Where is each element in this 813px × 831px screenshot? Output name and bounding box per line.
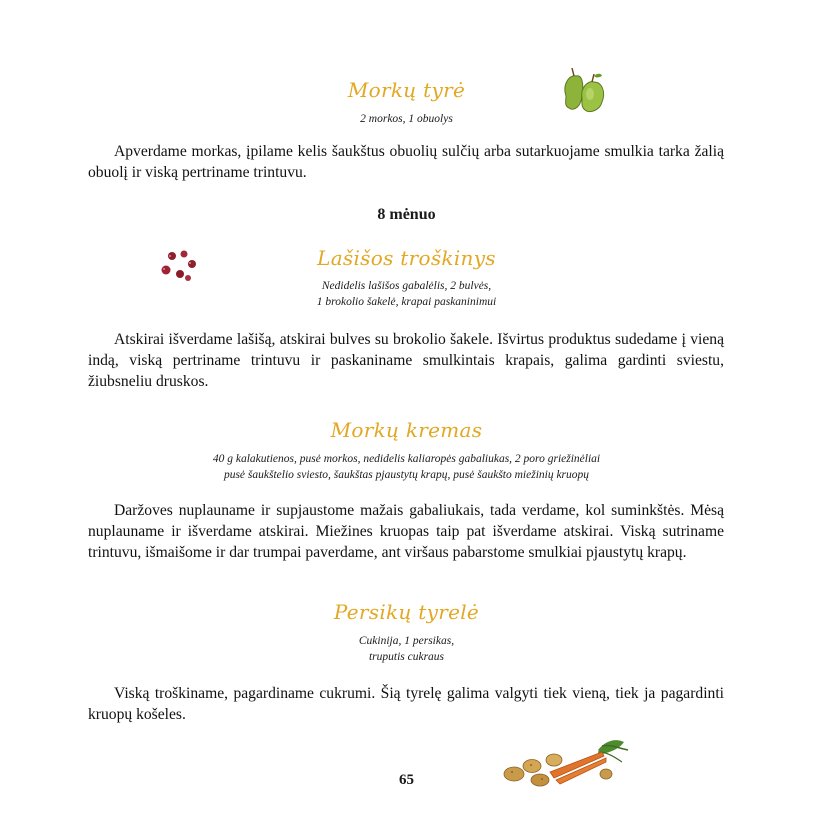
ingredient-line: 1 brokolio šakelė, krapai paskaninimui bbox=[316, 296, 497, 308]
vegetables-illustration bbox=[498, 736, 634, 794]
ingredient-line: truputis cukraus bbox=[368, 651, 445, 663]
recipe-ingredients-morku-kremas bbox=[0, 451, 813, 483]
ingredient-line: Cukinija, 1 persikas, bbox=[358, 635, 455, 647]
berries-illustration bbox=[158, 248, 202, 284]
ingredient-line: Nedidelis lašišos gabalėlis, 2 bulvės, bbox=[321, 280, 492, 292]
instruction-paragraph: Apverdame morkas, įpilame kelis šaukštus obuolių sulčių arba sutarkuojame smulkia tarka žalią obuolį ir viską pertriname trintuvu. bbox=[88, 143, 724, 181]
recipe-instructions-lasisos-troskinys bbox=[88, 329, 724, 392]
instruction-paragraph: Daržoves nuplauname ir supjaustome mažais gabaliukais, tada verdame, kol suminkštės. Mėsą nuplauname ir išverdame atskirai. Miežines kruopas taip pat išverdame atskirai. Viską sutriname trintuvu, išmaišome ir dar trumpai paverdame, ant viršaus pabarstome smulkiai pjaustytų krapų. bbox=[88, 502, 724, 561]
recipe-instructions-morku-kremas bbox=[88, 500, 724, 563]
recipe-instructions-morku-tyre bbox=[88, 141, 724, 183]
recipe-ingredients-morku-tyre bbox=[0, 111, 813, 127]
recipe-ingredients-persiku-tyrele bbox=[0, 633, 813, 665]
page-number: 65 bbox=[399, 772, 414, 788]
instruction-paragraph: Viską troškiname, pagardiname cukrumi. Šią tyrelę galima valgyti tiek vieną, tiek ja pagardinti kruopų košeles. bbox=[88, 685, 724, 723]
ingredient-line: pusė šaukštelio sviesto, šaukštas pjaustytų krapų, pusė šaukšto miežinių kruopų bbox=[223, 469, 590, 481]
recipe-instructions-persiku-tyrele bbox=[88, 683, 724, 725]
recipe-title-morku-kremas: Morkų kremas bbox=[330, 418, 483, 442]
pear-illustration bbox=[560, 66, 612, 116]
recipe-title-morku-tyre: Morkų tyrė bbox=[347, 78, 466, 102]
recipe-title-lasisos-troskinys: Lašišos troškinys bbox=[317, 246, 496, 270]
recipe-title-persiku-tyrele: Persikų tyrelė bbox=[333, 600, 480, 624]
month-heading: 8 mėnuo bbox=[377, 206, 436, 223]
ingredient-line: 40 g kalakutienos, pusė morkos, nedidelis kaliaropės gabaliukas, 2 poro griežinėliai bbox=[212, 453, 601, 465]
ingredient-line: 2 morkos, 1 obuolys bbox=[360, 113, 453, 125]
instruction-paragraph: Atskirai išverdame lašišą, atskirai bulves su brokolio šakele. Išvirtus produktus sudedame į vieną indą, viską pertriname trintuvu ir paskaniname smulkintais krapais, galima gardinti sviestu, žiubsneliu druskos. bbox=[88, 331, 724, 390]
recipe-ingredients-lasisos-troskinys bbox=[0, 278, 813, 310]
